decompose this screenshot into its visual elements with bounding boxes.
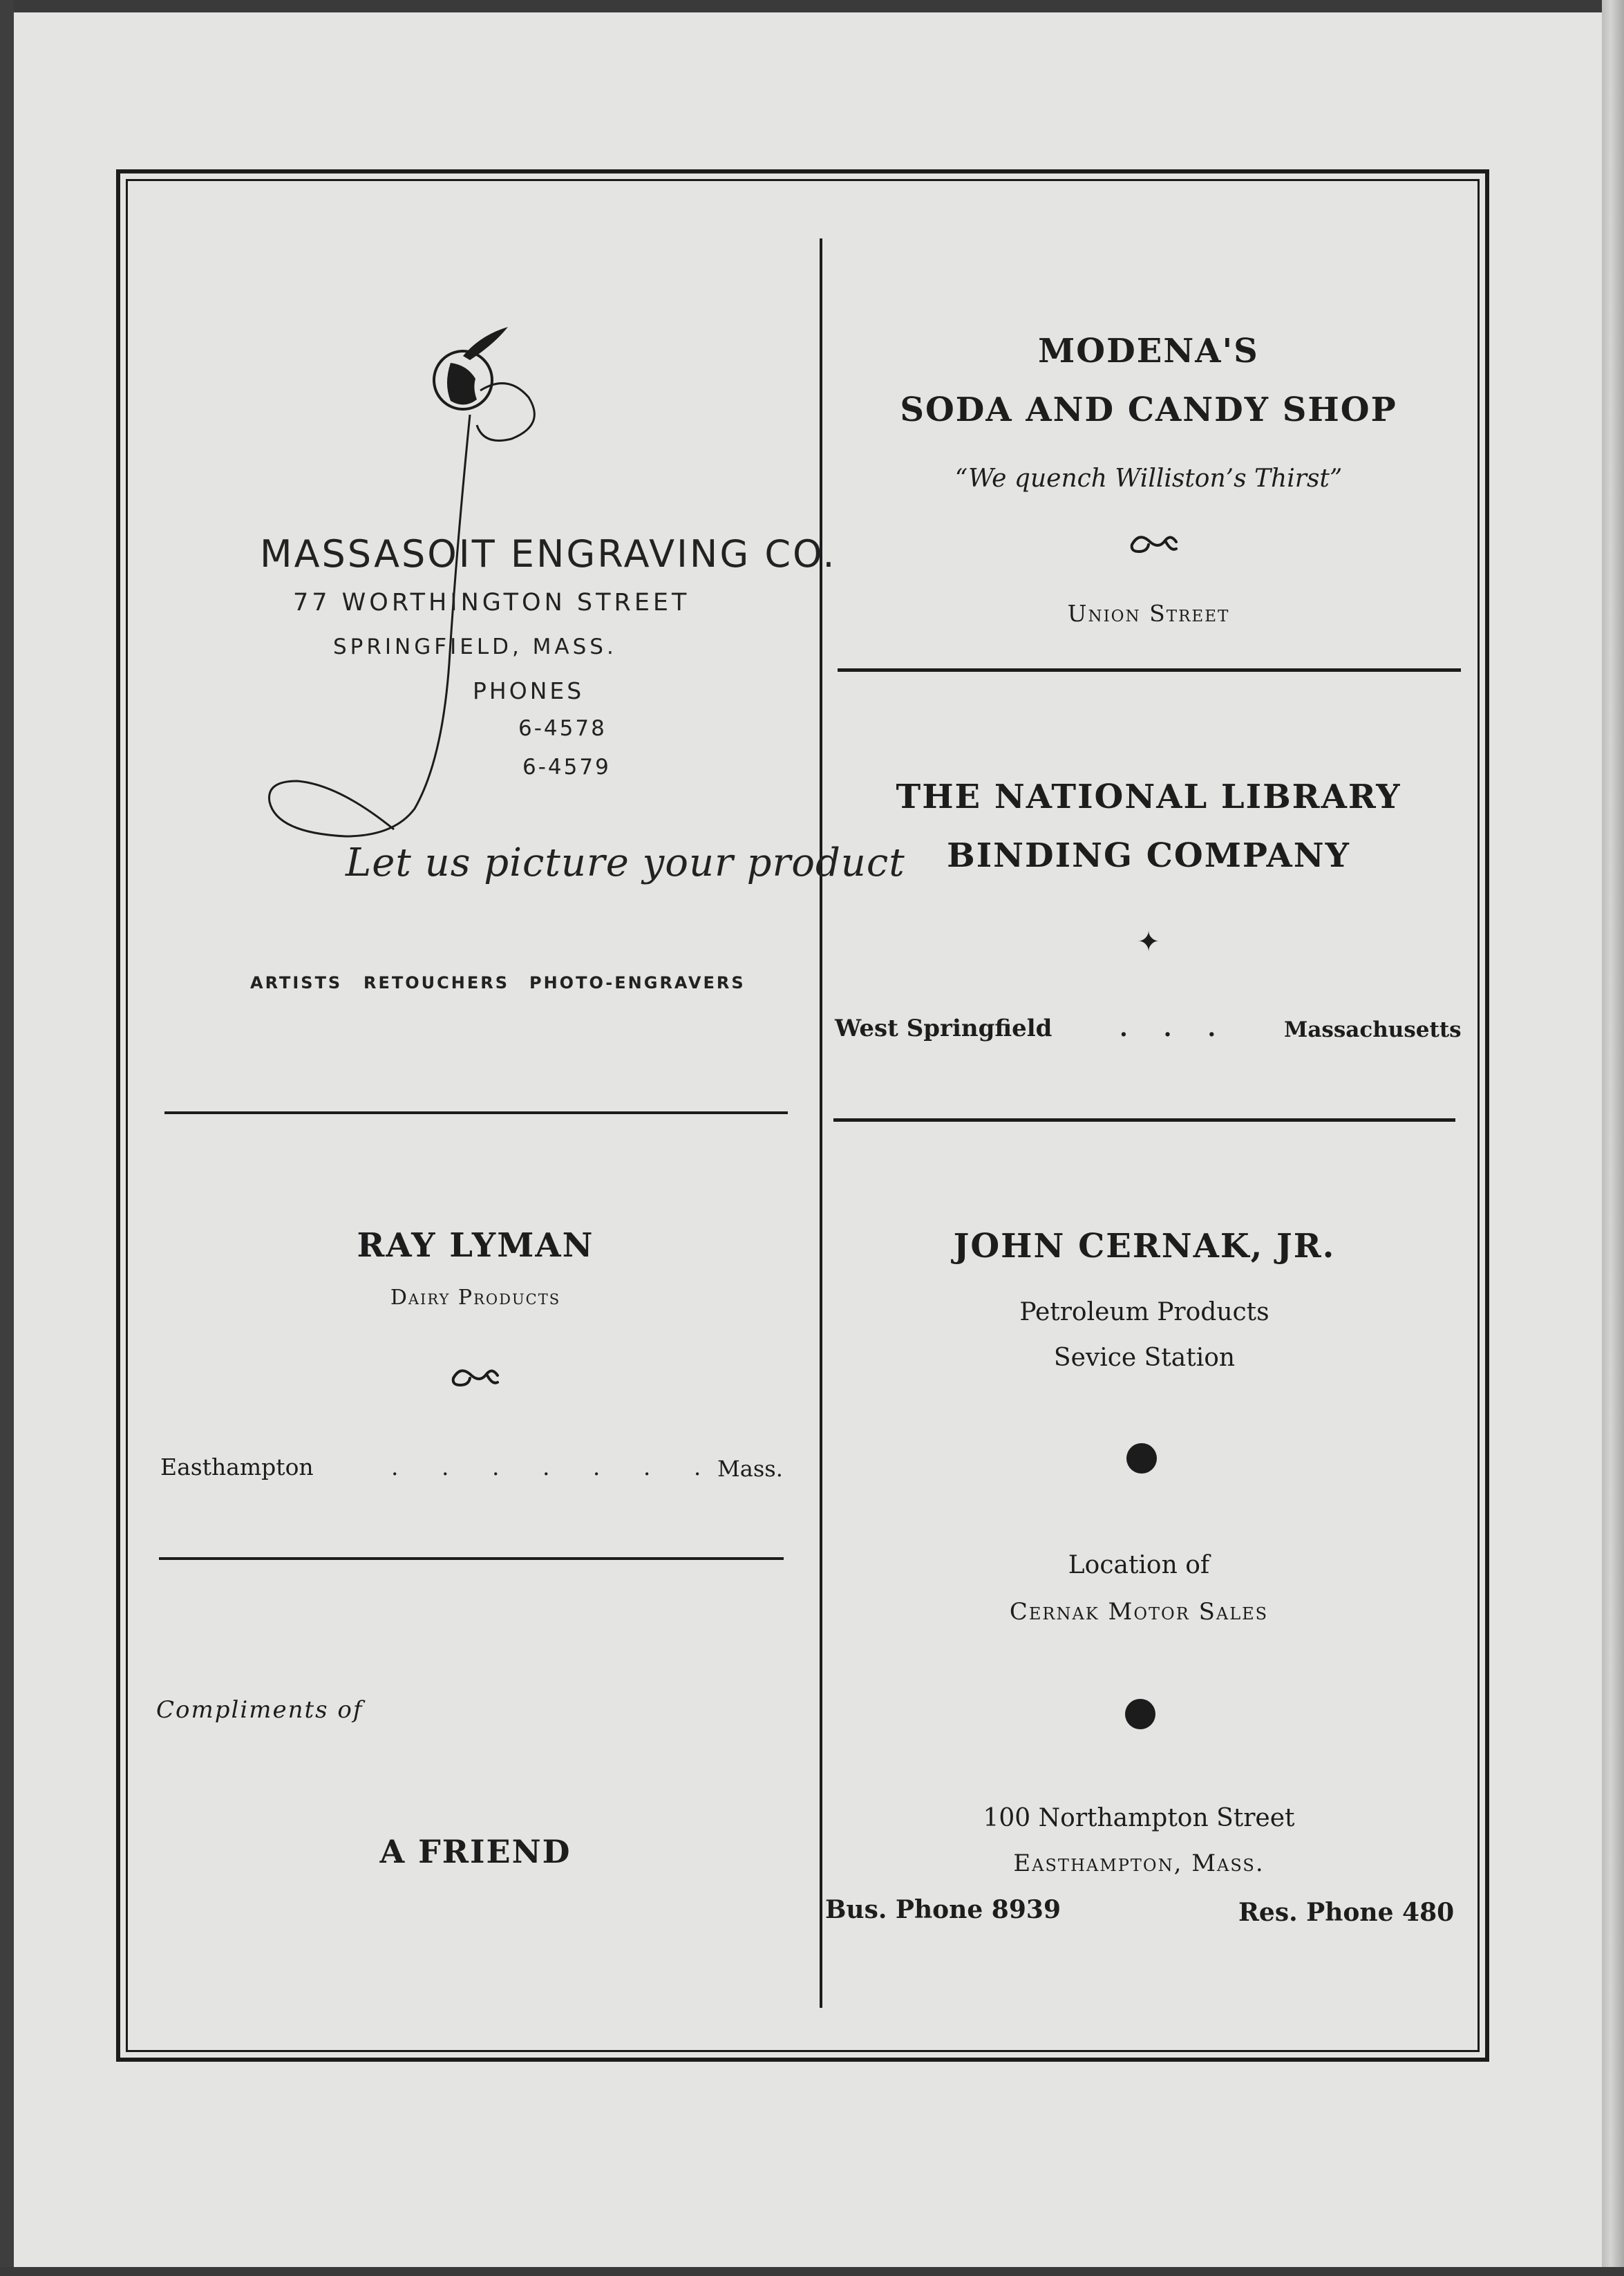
trade-retouchers: RETOUCHERS bbox=[363, 973, 509, 993]
cernak-city: Easthampton, Mass. bbox=[1013, 1850, 1265, 1877]
lyman-title: RAY LYMAN bbox=[357, 1226, 594, 1265]
cernak-location-label: Location of bbox=[1068, 1551, 1210, 1579]
divider-left-1 bbox=[164, 1111, 788, 1114]
lyman-dots: . . . . . . . bbox=[391, 1454, 719, 1480]
massasoit-slogan: Let us picture your product bbox=[346, 840, 905, 885]
massasoit-phone-1: 6-4578 bbox=[518, 716, 607, 741]
cernak-res-phone: Res. Phone 480 bbox=[1238, 1898, 1455, 1927]
lyman-subtitle: Dairy Products bbox=[390, 1286, 561, 1310]
page-edge-right bbox=[1602, 0, 1624, 2276]
national-state: Massachusetts bbox=[1284, 1017, 1462, 1042]
cernak-title: JOHN CERNAK, JR. bbox=[953, 1227, 1336, 1266]
cernak-line-2: Sevice Station bbox=[1053, 1344, 1236, 1372]
center-divider bbox=[820, 238, 822, 2008]
national-title-2: BINDING COMPANY bbox=[947, 836, 1350, 875]
divider-right-1 bbox=[838, 668, 1461, 672]
massasoit-street: 77 WORTHINGTON STREET bbox=[293, 589, 690, 617]
cernak-line-1: Petroleum Products bbox=[1019, 1298, 1269, 1326]
page-edge-top bbox=[0, 0, 1624, 12]
trade-photo-engravers: PHOTO-ENGRAVERS bbox=[529, 973, 746, 993]
divider-left-2 bbox=[159, 1557, 784, 1560]
national-city: West Springfield bbox=[835, 1015, 1052, 1042]
modena-title-2: SODA AND CANDY SHOP bbox=[900, 391, 1397, 429]
modena-address: Union Street bbox=[1067, 600, 1230, 627]
national-dots: . . . bbox=[1120, 1015, 1230, 1042]
massasoit-phone-2: 6-4579 bbox=[522, 755, 611, 780]
divider-right-2 bbox=[833, 1118, 1455, 1122]
national-title-1: THE NATIONAL LIBRARY bbox=[896, 778, 1401, 816]
massasoit-phones-label: PHONES bbox=[473, 677, 585, 704]
modena-tagline: “We quench Williston’s Thirst” bbox=[954, 464, 1343, 493]
trade-artists: ARTISTS bbox=[250, 973, 343, 993]
swirl-ornament-icon bbox=[1128, 529, 1180, 557]
star-ornament-icon: ✦ bbox=[1137, 926, 1160, 958]
lyman-state: Mass. bbox=[717, 1456, 783, 1482]
cernak-location-name: Cernak Motor Sales bbox=[1009, 1598, 1269, 1626]
massasoit-city: SPRINGFIELD, MASS. bbox=[333, 634, 617, 659]
friend-name: A FRIEND bbox=[379, 1833, 572, 1870]
friend-compliments: Compliments of bbox=[156, 1696, 363, 1724]
bullet-dot-icon bbox=[1126, 1443, 1157, 1474]
page-edge-left bbox=[0, 0, 14, 2276]
bullet-dot-icon bbox=[1125, 1699, 1155, 1729]
modena-title-1: MODENA'S bbox=[1038, 332, 1259, 370]
swirl-ornament-icon bbox=[449, 1363, 502, 1391]
cernak-street: 100 Northampton Street bbox=[983, 1804, 1295, 1832]
cernak-bus-phone: Bus. Phone 8939 bbox=[825, 1895, 1061, 1924]
massasoit-name: MASSASOIT ENGRAVING CO. bbox=[260, 532, 837, 576]
page-edge-bottom bbox=[0, 2267, 1624, 2276]
lyman-town: Easthampton bbox=[160, 1454, 314, 1480]
